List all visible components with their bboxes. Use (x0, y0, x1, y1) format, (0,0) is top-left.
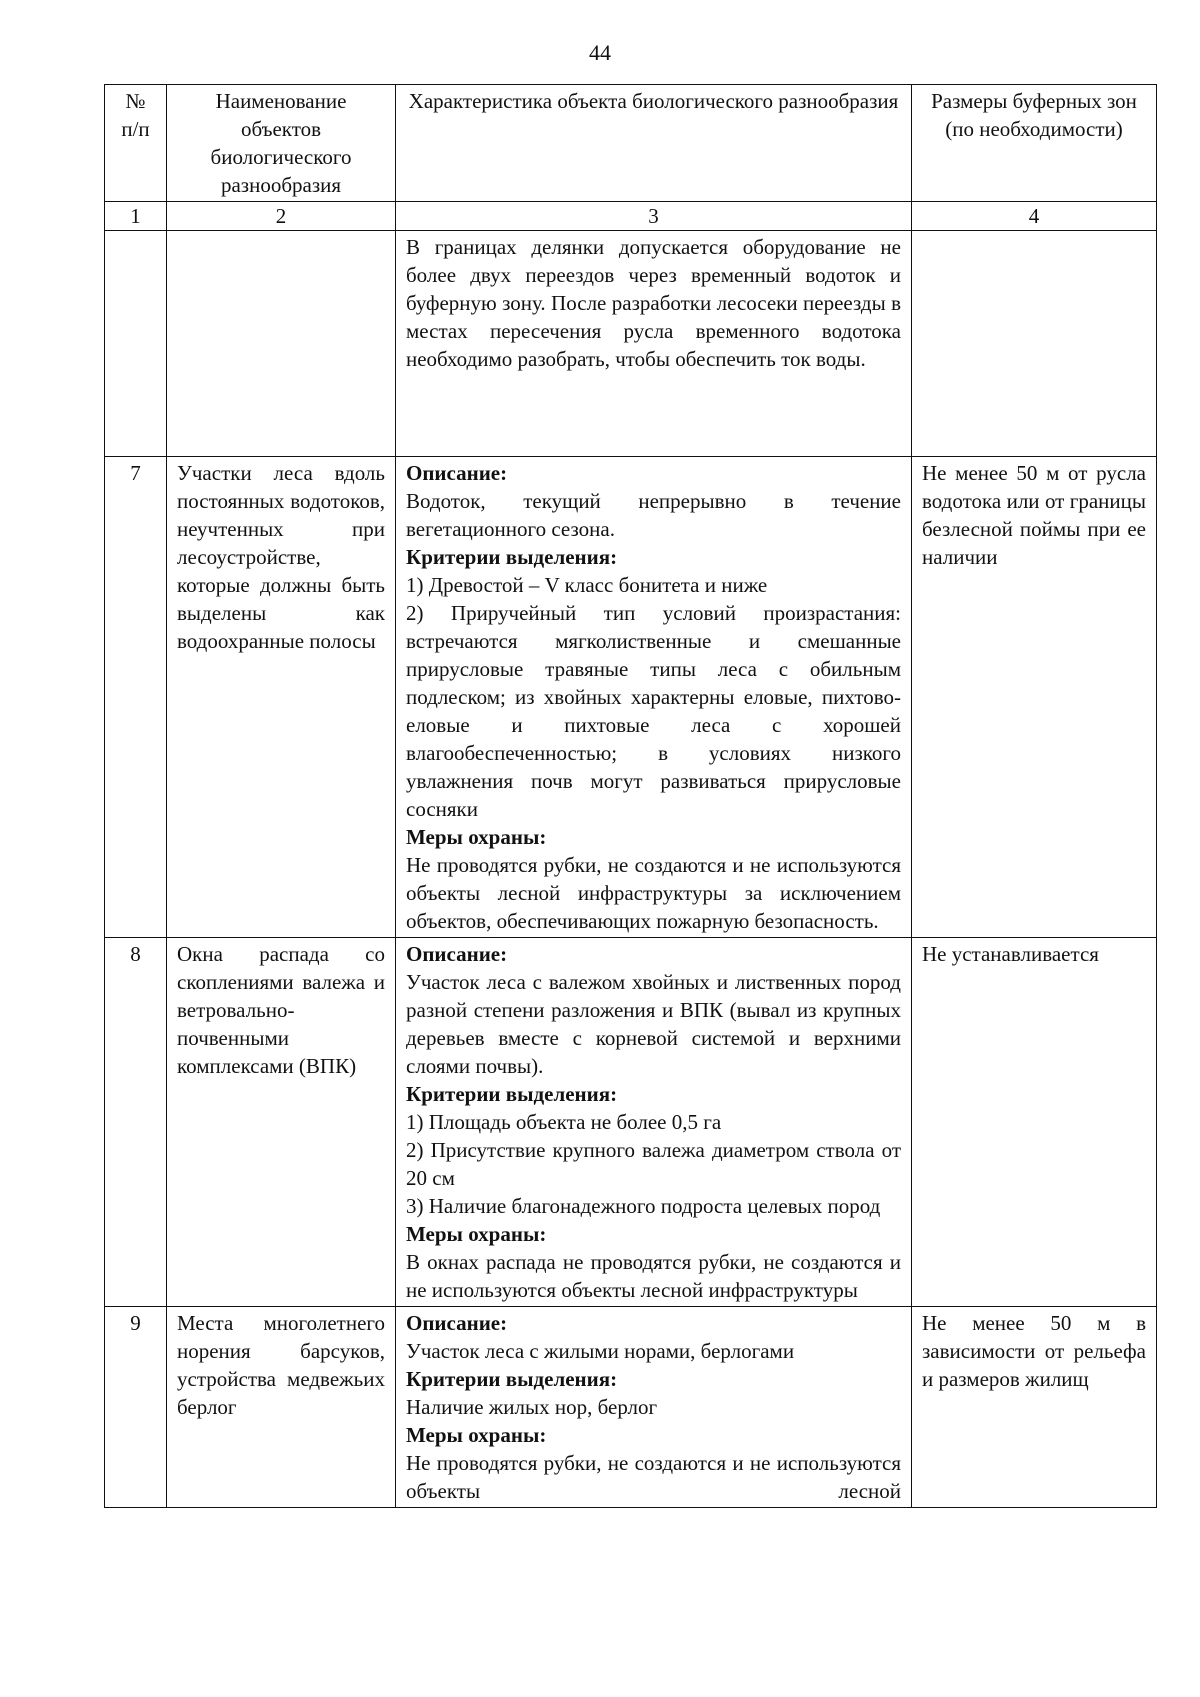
table-row (105, 231, 1157, 457)
header-name: Наименование объектов биологического разнообразия (167, 85, 396, 202)
criteria-item: 1) Площадь объекта не более 0,5 га (406, 1110, 722, 1134)
criteria-item: 3) Наличие благонадежного подроста целевых пород (406, 1194, 881, 1218)
table-row (105, 457, 1157, 938)
row-number: 7 (105, 457, 167, 938)
description-heading: Описание: (406, 1311, 508, 1335)
row-number: 8 (105, 938, 167, 1307)
row-number-cell (105, 231, 167, 457)
criteria-heading: Критерии выделения: (406, 545, 618, 569)
criteria-item: 2) Приручейный тип условий произрастания: встречаются мягколиственные и смешанные прирусловые травяные типы леса с обильным подлеском; из хвойных характерны еловые, пихтово-еловые и пихтовые леса с хорошей влагообеспеченностью; в условиях низкого увлажнения почв могут развиваться прирусловые сосняки (406, 601, 901, 821)
page-number: 44 (589, 40, 611, 65)
row-characteristic (396, 1307, 912, 1508)
row-object-name: Места многолетнего норения барсуков, устройства медвежьих берлог (167, 1307, 396, 1508)
table-row (105, 938, 1157, 1307)
measures-heading: Меры охраны: (406, 1423, 547, 1447)
criteria-heading: Критерии выделения: (406, 1367, 618, 1391)
description-text: Участок леса с жилыми норами, берлогами (406, 1339, 795, 1363)
row-buffer-size: Не устанавливается (912, 938, 1157, 1307)
column-number: 3 (396, 202, 912, 231)
criteria-heading: Критерии выделения: (406, 1082, 618, 1106)
measures-text: Не проводятся рубки, не создаются и не используются объекты лесной (406, 1451, 901, 1503)
criteria-item: 2) Присутствие крупного валежа диаметром ствола от 20 см (406, 1138, 901, 1190)
row-buffer-size: Не менее 50 м от русла водотока или от границы безлесной поймы при ее наличии (912, 457, 1157, 938)
row-name-cell (167, 231, 396, 457)
description-heading: Описание: (406, 461, 508, 485)
row-characteristic (396, 457, 912, 938)
column-number: 2 (167, 202, 396, 231)
header-number: № п/п (105, 85, 167, 202)
row-characteristic (396, 938, 912, 1307)
measures-heading: Меры охраны: (406, 1222, 547, 1246)
measures-text: В окнах распада не проводятся рубки, не создаются и не используются объекты лесной инфраструктуры (406, 1250, 901, 1302)
row-buffer-size: Не менее 50 м в зависимости от рельефа и размеров жилищ (912, 1307, 1157, 1508)
row-buffer-cell (912, 231, 1157, 457)
row-object-name: Окна распада со скоплениями валежа и ветровально-почвенными комплексами (ВПК) (167, 938, 396, 1307)
criteria-item: Наличие жилых нор, берлог (406, 1395, 658, 1419)
header-characteristic: Характеристика объекта биологического разнообразия (396, 85, 912, 202)
description-heading: Описание: (406, 942, 508, 966)
header-buffer: Размеры буферных зон (по необходимости) (912, 85, 1157, 202)
column-numbers-row (105, 202, 1157, 231)
column-number: 1 (105, 202, 167, 231)
table-row (105, 1307, 1157, 1508)
description-text: Водоток, текущий непрерывно в течение вегетационного сезона. (406, 489, 901, 541)
table-header-row (105, 85, 1157, 202)
measures-text: Не проводятся рубки, не создаются и не используются объекты лесной инфраструктуры за исключением объектов, обеспечивающих пожарную безопасность. (406, 853, 901, 933)
measures-heading: Меры охраны: (406, 825, 547, 849)
row-number: 9 (105, 1307, 167, 1508)
description-text: Участок леса с валежом хвойных и лиственных пород разной степени разложения и ВПК (вывал из крупных деревьев вместе с корневой системой и верхними слоями почвы). (406, 970, 901, 1078)
row-object-name: Участки леса вдоль постоянных водотоков, неучтенных при лесоустройстве, которые должны быть выделены как водоохранные полосы (167, 457, 396, 938)
column-number: 4 (912, 202, 1157, 231)
biodiversity-table (104, 84, 1157, 1508)
criteria-item: 1) Древостой – V класс бонитета и ниже (406, 573, 768, 597)
continuation-text: В границах делянки допускается оборудование не более двух переездов через временный водоток и буферную зону. После разработки лесосеки переезды в местах пересечения русла временного водотока необходимо разобрать, чтобы обеспечить ток воды. (396, 231, 912, 457)
